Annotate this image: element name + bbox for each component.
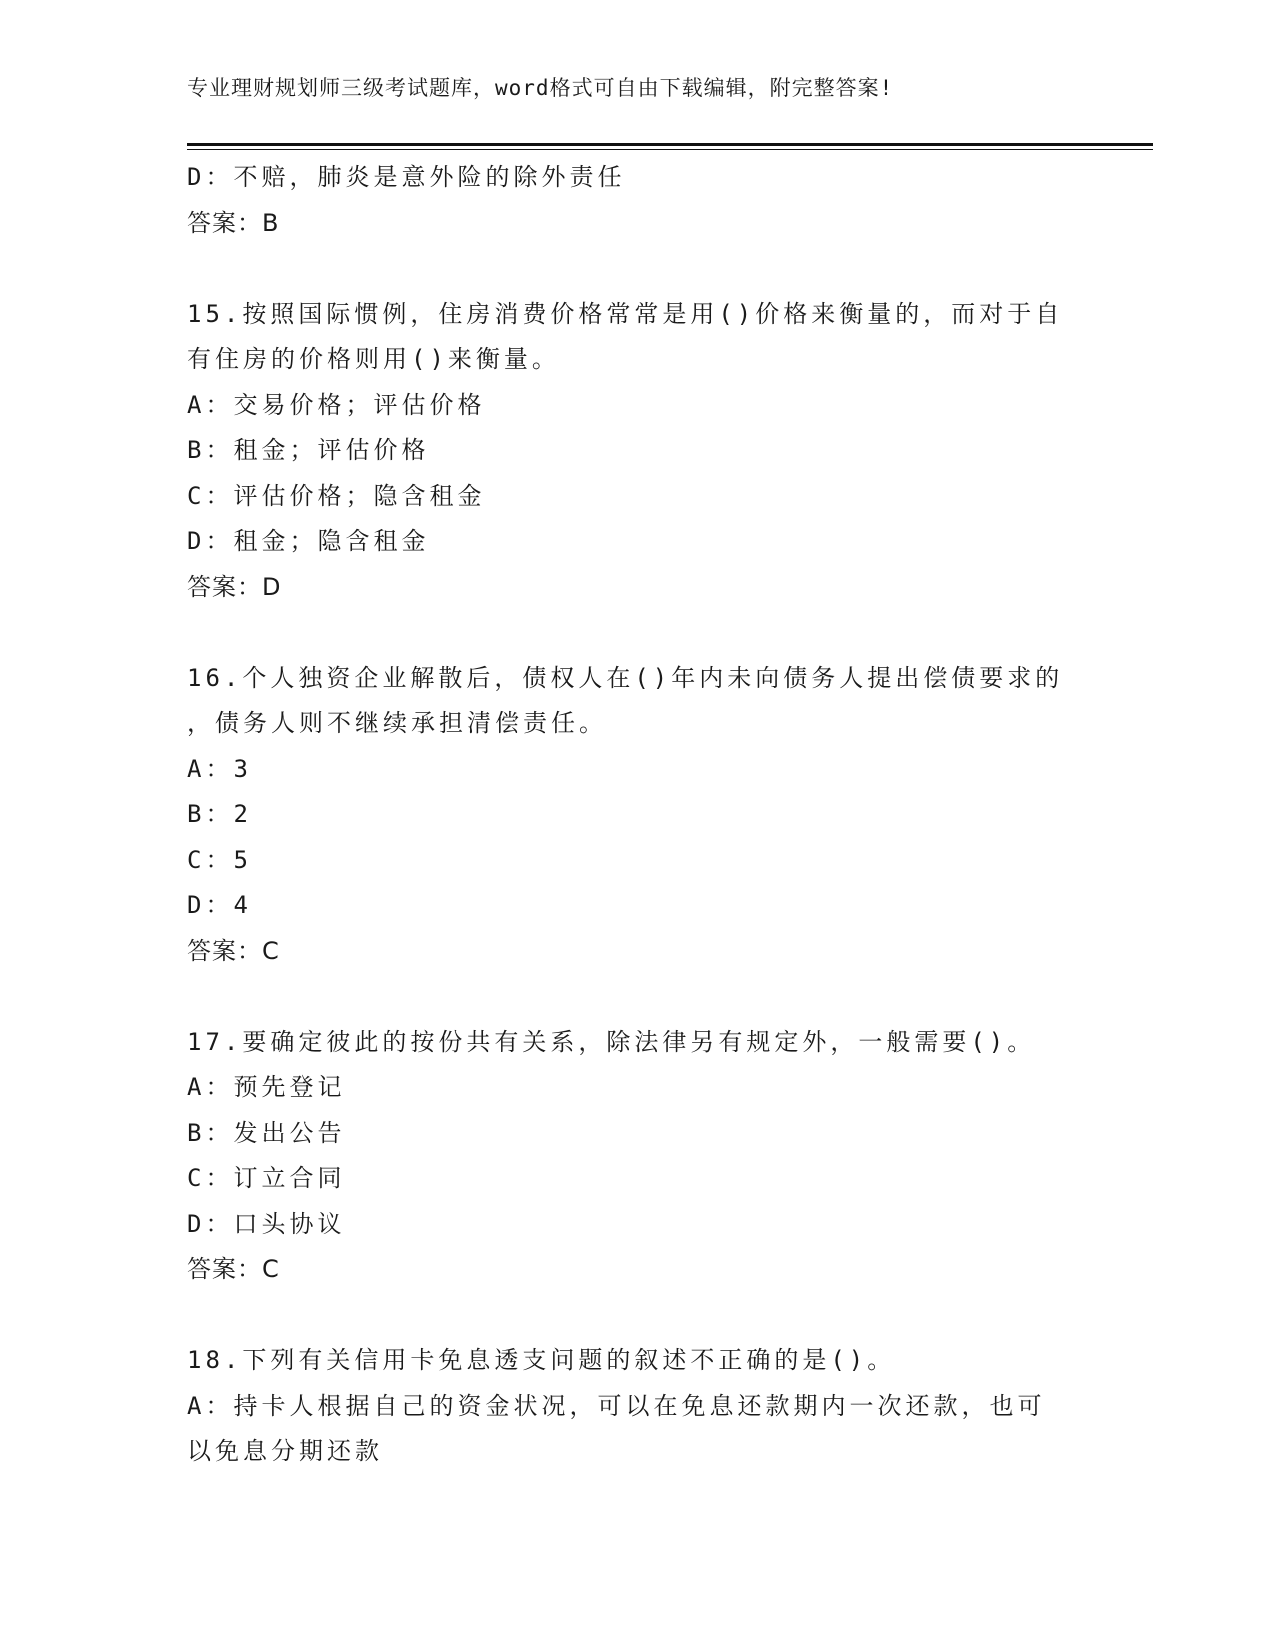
option-line: B：发出公告 [187,1118,346,1147]
page-header: 专业理财规划师三级考试题库，word格式可自由下载编辑，附完整答案! [187,76,894,100]
question-text: 17.要确定彼此的按份共有关系，除法律另有规定外，一般需要()。 [187,1027,1036,1056]
header-rule-thick [187,143,1153,146]
question-text: 15.按照国际惯例，住房消费价格常常是用()价格来衡量的，而对于自 [187,299,1064,328]
spacer [187,610,1087,656]
option-line: A：预先登记 [187,1073,346,1101]
option-line: D：不赔，肺炎是意外险的除外责任 [187,163,626,191]
answer-line: 答案：B [187,208,280,237]
option-line: C：评估价格；隐含租金 [187,481,486,510]
answer-line: 答案：D [187,572,282,601]
header-rule-thin [187,149,1153,150]
question-text: 有住房的价格则用()来衡量。 [187,345,560,373]
option-line: C：订立合同 [187,1164,346,1192]
answer-line: 答案：C [187,936,280,965]
option-line: A：持卡人根据自己的资金状况，可以在免息还款期内一次还款，也可 [187,1391,1046,1420]
option-line: B：2 [187,800,252,828]
question-text: 18.下列有关信用卡免息透支问题的叙述不正确的是()。 [187,1346,896,1374]
answer-line: 答案：C [187,1255,280,1283]
question-text: 16.个人独资企业解散后，债权人在()年内未向债务人提出偿债要求的 [187,663,1064,692]
option-line: 以免息分期还款 [187,1437,383,1465]
option-line: D：租金；隐含租金 [187,527,430,555]
option-line: A：交易价格；评估价格 [187,390,486,419]
spacer [187,246,1087,292]
option-line: A：3 [187,754,252,783]
question-text: ，债务人则不继续承担清偿责任。 [187,709,607,737]
option-line: B：租金；评估价格 [187,436,430,464]
option-line: D：4 [187,891,252,919]
option-line: D：口头协议 [187,1209,346,1238]
spacer [187,974,1087,1020]
option-line: C：5 [187,845,252,874]
spacer [187,1293,1087,1339]
question-list [187,155,1087,1475]
